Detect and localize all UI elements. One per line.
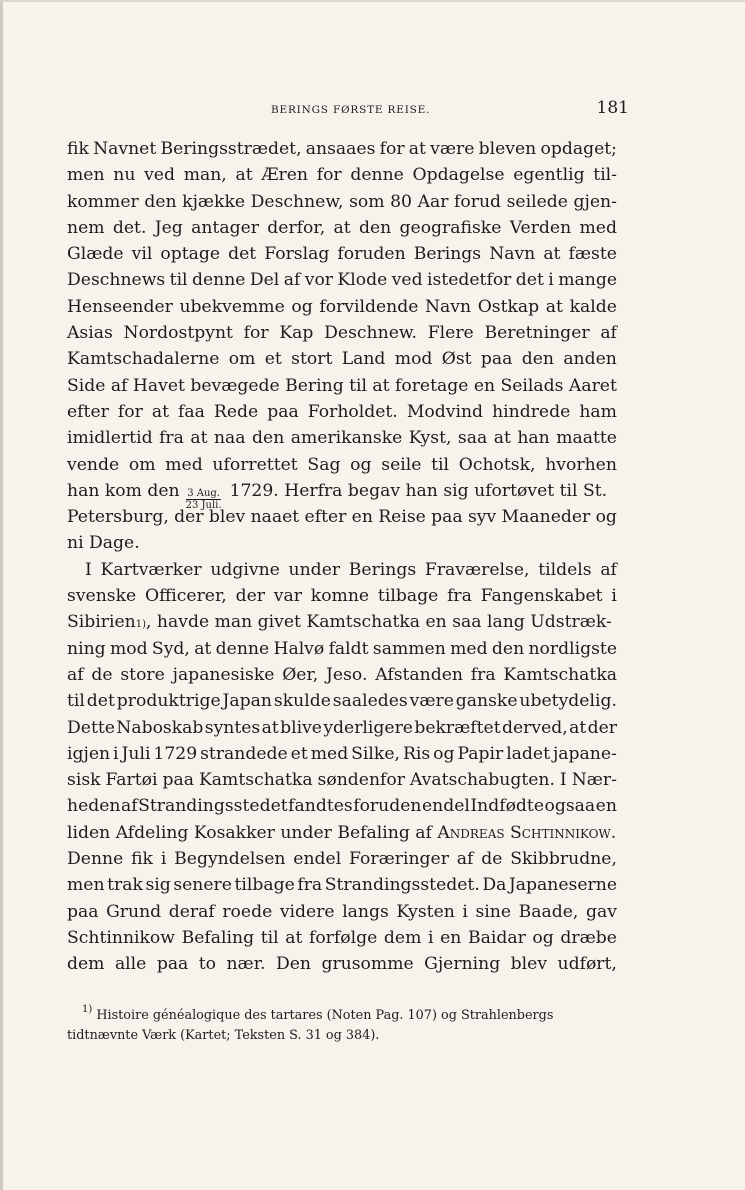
text-line: Side af Havet bevægede Bering til at foretage en Seilads Aaret [67,375,617,396]
footnote-line: tidtnævnte Værk (Kartet; Teksten S. 31 og 384). [67,1028,380,1043]
andreas-line: liden Afdeling Kosakker under Befaling af Andreas Schtinnikow . [67,820,617,846]
text-line: Glæde vil optage det Forslag foruden Berings Navn at fæste [67,244,617,265]
text-line: Petersburg, der blev naaet efter en Reise paa syv Maaneder og [67,507,617,528]
text-line: ning mod Syd, at denne Halvø faldt sammen med den nordligste [67,638,617,659]
text-line: sisk Fartøi paa Kamtschatka søndenfor Avatschabugten. I Nær- [67,770,617,791]
footnote-marker: 1) [82,1004,93,1015]
sibirien-line: Sibirien 1) , havde man givet Kamtschatka en saa lang Udstræk- [67,612,612,633]
text-line: til det produktrige Japan skulde saaledes være ganske ubetydelig. [67,691,617,712]
text-line: Deschnews til denne Del af vor Klode ved istedetfor det i mange [67,270,617,291]
text-line: Schtinnikow Befaling til at forfølge dem i en Baidar og dræbe [67,927,617,948]
text-line: Henseender ubekvemme og forvildende Navn Ostkap at kalde [67,296,617,317]
text-line: vende om med uforrettet Sag og seile til Ochotsk, hvorhen [67,454,617,475]
text-line: Asias Nordostpynt for Kap Deschnew. Flere Beretninger af [67,323,617,344]
text-line: af de store japanesiske Øer, Jeso. Afstanden fra Kamtschatka [67,664,617,685]
text-line: Dette Naboskab syntes at blive yderligere bekræftet derved, at der [67,717,617,738]
date-line: han kom den $\frac{\text{3 Aug.}}{\text{23 Juli.}}$ 1729. Herfra begav han sig ufortøvet til St. [67,480,608,511]
text-line: men nu ved man, at Æren for denne Opdagelse egentlig til- [67,165,617,186]
body-text [67,136,617,978]
text-line: igjen i Juli 1729 strandede et med Silke, Ris og Papir ladet japane- [67,743,617,764]
text-line: dem alle paa to nær. Den grusomme Gjerning blev udført, [67,954,617,975]
text-line: svenske Officerer, der var komne tilbage fra Fangenskabet i [67,586,617,607]
text-line: imidlertid fra at naa den amerikanske Kyst, saa at han maatte [67,428,617,449]
text-line: fik Navnet Beringsstrædet, ansaaes for at være bleven opdaget; [67,139,617,159]
text-line: paa Grund deraf roede videre langs Kysten i sine Baade, gav [67,901,617,922]
page-number: 181 [596,98,629,118]
running-head: BERINGS FØRSTE REISE. [271,104,431,116]
text-line: nem det. Jeg antager derfor, at den geografiske Verden med [67,217,617,238]
text-line: ni Dage. [67,533,140,554]
footnote-line: $^{1)}$ Histoire généalogique des tartares (Noten Pag. 107) og Strahlenbergs [82,1004,554,1023]
text-line: efter for at faa Rede paa Forholdet. Modvind hindrede ham [67,401,617,422]
text-line: kommer den kjække Deschnew, som 80 Aar forud seilede gjen- [67,191,617,212]
text-line: Kamtschadalerne om et stort Land mod Øst paa den anden [67,349,617,370]
footnote [67,1006,612,1046]
text-line: Denne fik i Begyndelsen endel Foræringer af de Skibbrudne, [67,849,617,870]
text-line: men trak sig senere tilbage fra Strandingsstedet. Da Japaneserne [67,875,617,896]
text-line: heden af Strandingsstedet fandtes foruden endel Indfødte ogsaa en [67,796,617,817]
paragraph-start: I Kartværker udgivne under Berings Fraværelse, tildels af [85,559,617,580]
date-fraction: $\frac{\text{3 Aug.}}{\text{23 Juli.}}$ [185,487,222,511]
page-header [65,98,629,122]
person-name: Andreas Schtinnikow [437,822,611,843]
